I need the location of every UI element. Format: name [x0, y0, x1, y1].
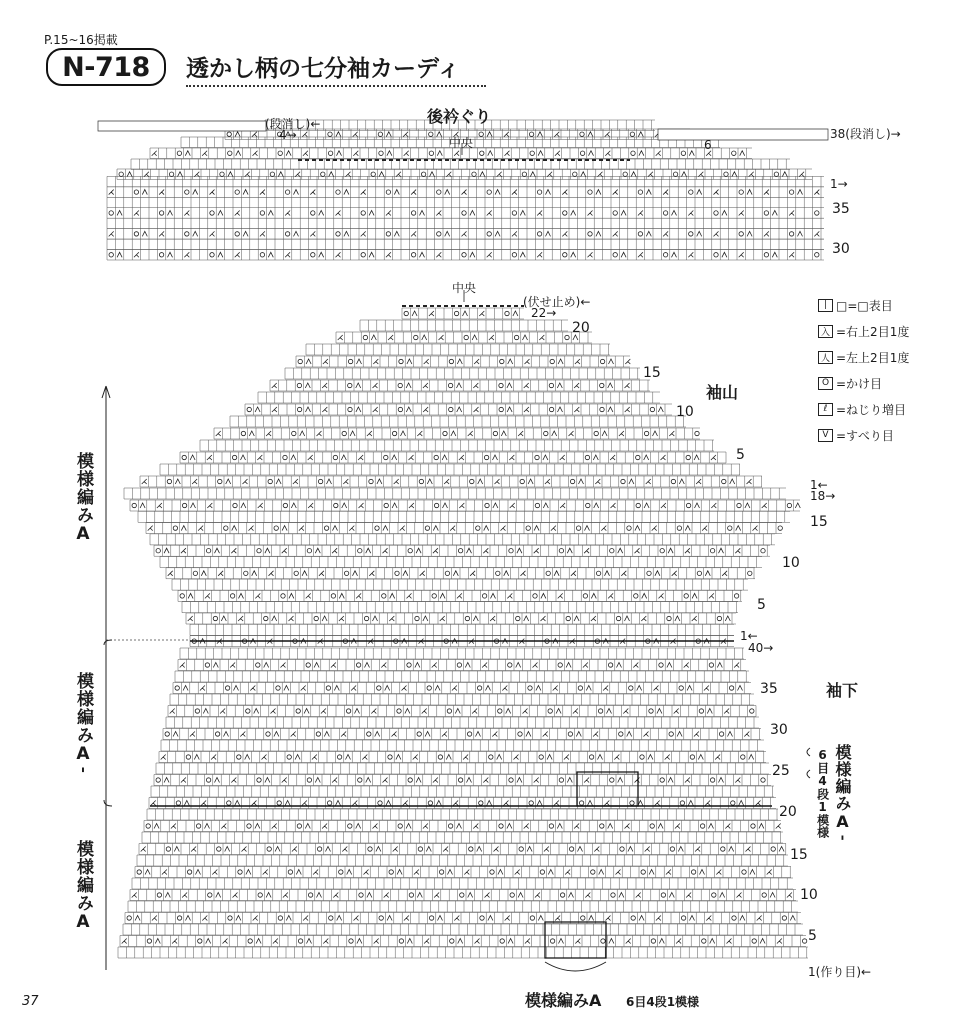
- yarn-over-icon: O: [818, 377, 833, 390]
- back-neck-title: 後衿ぐり: [427, 107, 492, 126]
- body-row-5: 5: [808, 928, 817, 944]
- sleeve-cap-title: 袖山: [706, 383, 739, 402]
- upper-row-1: 1←: [740, 629, 758, 643]
- repeat-a-size: 6目4段1模様: [626, 995, 700, 1009]
- twisted-increase-icon: ℓ: [818, 403, 833, 416]
- legend-item-twisted-increase: ℓ =ねじり増目: [818, 396, 909, 422]
- upper-row-15: 15: [810, 514, 828, 530]
- cap-row-1: 1←: [810, 478, 828, 492]
- upper-row-40: 40→: [748, 641, 774, 655]
- cap-row-15: 15: [643, 365, 661, 381]
- repeat-a-label: 模様編みA: [525, 991, 602, 1010]
- sleeve-center-label: 中央: [452, 281, 477, 295]
- underarm-title: 袖下: [826, 681, 859, 700]
- back-neck-center-label: 中央: [449, 136, 474, 150]
- side-label-pattern-a-upper: 模様編みA: [73, 452, 93, 545]
- legend-item-right-decrease: 入 =右上2目1度: [818, 318, 909, 344]
- body-row-15: 15: [790, 847, 808, 863]
- left-decrease-icon: 人: [818, 351, 833, 364]
- upper-row-5: 5: [757, 597, 766, 613]
- upper-row-10: 10: [782, 555, 800, 571]
- sleeve-grid-stitches: [122, 311, 807, 944]
- cap-row-18: 18→: [810, 489, 836, 503]
- body-row-30: 30: [770, 722, 788, 738]
- cast-on-label: 1(作り目)←: [808, 965, 872, 979]
- page-reference: P.15~16掲載: [44, 33, 118, 47]
- side-label-pattern-a-lower: 模様編みA: [73, 840, 93, 933]
- body-row-25: 25: [772, 763, 790, 779]
- side-label-pattern-a-prime: 模様編みA': [73, 672, 93, 786]
- model-number-badge: N-718: [46, 48, 166, 86]
- sleeve-top-count: 22→: [531, 306, 557, 320]
- legend-item-left-decrease: 人 =左上2目1度: [818, 344, 909, 370]
- cap-row-10: 10: [676, 404, 694, 420]
- page-number: 37: [22, 994, 39, 1009]
- slip-stitch-icon: V: [818, 429, 833, 442]
- chart-grids: [107, 120, 824, 958]
- back-neck-row-35: 35: [832, 201, 850, 217]
- symbol-legend: [818, 292, 909, 448]
- legend-item-yarn-over: O =かけ目: [818, 370, 909, 396]
- back-neck-right-note: 38(段消し)→: [830, 127, 901, 141]
- cap-row-5: 5: [736, 447, 745, 463]
- back-neck-row-1: 1→: [830, 177, 848, 191]
- back-neck-row-30: 30: [832, 241, 850, 257]
- pattern-title: 透かし柄の七分袖カーディ: [186, 56, 461, 82]
- back-neck-step-label: 6: [704, 138, 712, 152]
- repeat-a-prime-label: 模様編みA': [833, 744, 852, 852]
- right-decrease-icon: 入: [818, 325, 833, 338]
- knit-stitch-icon: |: [818, 299, 833, 312]
- sleeve-grid: [118, 308, 808, 958]
- legend-item-slip: V =すべり目: [818, 422, 909, 448]
- back-neck-left-count: 4→: [279, 128, 297, 142]
- body-row-10: 10: [800, 887, 818, 903]
- body-row-35: 35: [760, 681, 778, 697]
- body-row-20: 20: [779, 804, 797, 820]
- repeat-a-prime-size: 6目4段1模様: [815, 748, 830, 838]
- legend-item-knit: | □=□表目: [818, 292, 909, 318]
- back-neck-left-note: (段消し)←: [265, 117, 321, 131]
- cap-row-20: 20: [572, 320, 590, 336]
- sleeve-bindoff-note: (伏せ止め)←: [523, 295, 591, 309]
